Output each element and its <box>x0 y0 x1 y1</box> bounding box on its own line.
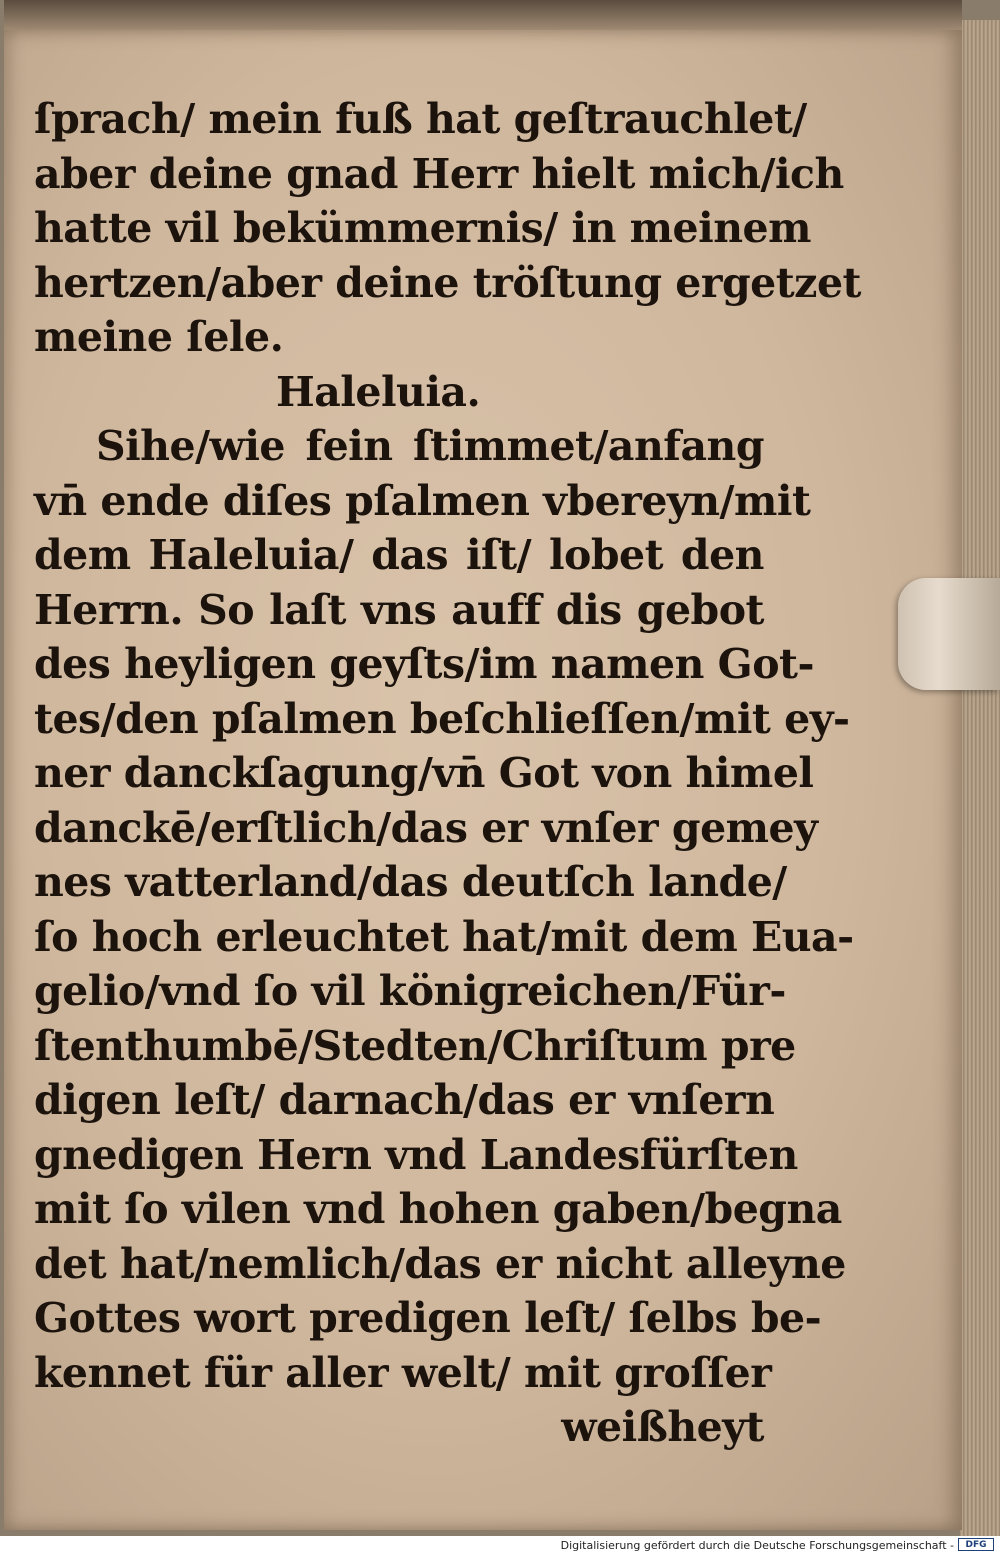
book-fore-edge <box>960 20 1000 1536</box>
text-line: Sihe/wie fein ſtimmet/anfang <box>96 422 764 470</box>
book-clasp <box>898 578 1000 690</box>
catchword: weißheyt <box>561 1403 764 1451</box>
section-heading: Haleluia. <box>276 367 481 416</box>
text-line: gelio/vnd ſo vil königreichen/Für- <box>34 967 786 1015</box>
text-line: hertzen/aber deine tröſtung ergetzet <box>34 258 861 307</box>
text-line: tes/den pſalmen beſchlieſſen/mit ey- <box>34 694 850 743</box>
text-line: dem Haleluia/ das iſt/ lobet den <box>34 531 764 579</box>
text-line: ſprach/ mein fuß hat geſtrauchlet/ <box>34 95 807 143</box>
text-line: des heyligen geyſts/im namen Got- <box>34 640 814 688</box>
page-text-block <box>34 92 861 1455</box>
text-line: ſtenthumbē/Stedten/Chriſtum pre <box>34 1021 796 1070</box>
text-line: det hat/nemlich/das er nicht alleyne <box>34 1239 846 1288</box>
text-line: Gottes wort predigen leſt/ ſelbs be- <box>34 1294 822 1342</box>
text-line: meine ſele. <box>34 313 284 361</box>
text-line: Herrn. So laſt vns auff dis gebot <box>34 585 764 634</box>
text-line: aber deine gnad Herr hielt mich/ich <box>34 149 844 198</box>
text-line: digen leſt/ darnach/das er vnſern <box>34 1076 775 1124</box>
page-top-shadow <box>4 0 962 34</box>
text-line: kennet für aller welt/ mit groſſer <box>34 1348 772 1397</box>
text-line: hatte vil bekümmernis/ in meinem <box>34 204 811 252</box>
text-line: vn̄ ende diſes pſalmen vbereyn/mit <box>34 476 811 525</box>
text-line: ſo hoch erleuchtet hat/mit dem Eua- <box>34 912 854 961</box>
text-line: danckē/erſtlich/das er vnſer gemey <box>34 803 818 852</box>
footer-credit: Digitalisierung gefördert durch die Deutsche Forschungsgemeinschaft - <box>560 1539 954 1552</box>
text-line: nes vatterland/das deutſch lande/ <box>34 858 787 906</box>
text-line: mit ſo vilen vnd hohen gaben/begna <box>34 1185 842 1233</box>
text-line: ner danckſagung/vn̄ Got von himel <box>34 749 814 797</box>
dfg-logo: DFG <box>958 1538 994 1551</box>
footer-bar <box>0 1536 1000 1554</box>
text-line: gnedigen Hern vnd Landesfürſten <box>34 1130 798 1179</box>
